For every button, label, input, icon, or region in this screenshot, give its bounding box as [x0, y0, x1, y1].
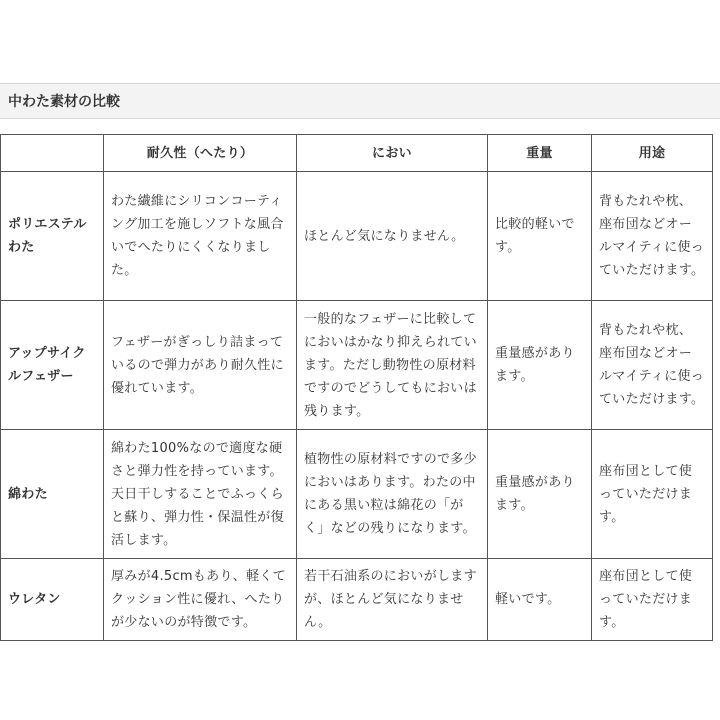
- header-durability: 耐久性（へたり）: [104, 135, 297, 172]
- table-header-row: [1, 135, 713, 172]
- row-durability: 綿わた100%なので適度な硬さと弾力性を持っています。天日干しすることでふっくらと蘇り、弾力性・保温性が復活します。: [104, 430, 297, 559]
- table-row: [1, 430, 713, 559]
- row-durability: フェザーがぎっしり詰まっているので弾力があり耐久性に優れています。: [104, 301, 297, 430]
- header-weight: 重量: [488, 135, 592, 172]
- row-weight: 比較的軽いです。: [488, 172, 592, 301]
- row-weight: 重量感があります。: [488, 301, 592, 430]
- row-use: 背もたれや枕、座布団などオールマイティに使っていただけます。: [592, 172, 713, 301]
- row-smell: 若干石油系のにおいがしますが、ほとんど気になりません。: [297, 559, 488, 641]
- row-smell: 植物性の原材料ですので多少においはあります。わたの中にある黒い粒は綿花の「がく」などの残りになります。: [297, 430, 488, 559]
- row-material: 綿わた: [1, 430, 104, 559]
- row-use: 座布団として使っていただけます。: [592, 559, 713, 641]
- row-material: ポリエステル わた: [1, 172, 104, 301]
- row-weight: 軽いです。: [488, 559, 592, 641]
- section-heading-bar: [0, 83, 720, 119]
- table-row: [1, 172, 713, 301]
- row-durability: 厚みが4.5cmもあり、軽くてクッション性に優れ、へたりが少ないのが特徴です。: [104, 559, 297, 641]
- material-comparison-table: [0, 134, 713, 641]
- row-use: 背もたれや枕、座布団などオールマイティに使っていただけます。: [592, 301, 713, 430]
- table-row: [1, 301, 713, 430]
- row-smell: ほとんど気になりません。: [297, 172, 488, 301]
- header-empty: [1, 135, 104, 172]
- row-use: 座布団として使っていただけます。: [592, 430, 713, 559]
- row-material: アップサイク ルフェザー: [1, 301, 104, 430]
- row-weight: 重量感があります。: [488, 430, 592, 559]
- row-material: ウレタン: [1, 559, 104, 641]
- row-durability: わた繊維にシリコンコーティング加工を施しソフトな風合いでへたりにくくなりました。: [104, 172, 297, 301]
- table-row: [1, 559, 713, 641]
- header-use: 用途: [592, 135, 713, 172]
- section-title: 中わた素材の比較: [8, 94, 120, 110]
- row-smell: 一般的なフェザーに比較してにおいはかなり抑えられています。ただし動物性の原材料ですのでどうしてもにおいは残ります。: [297, 301, 488, 430]
- header-smell: におい: [297, 135, 488, 172]
